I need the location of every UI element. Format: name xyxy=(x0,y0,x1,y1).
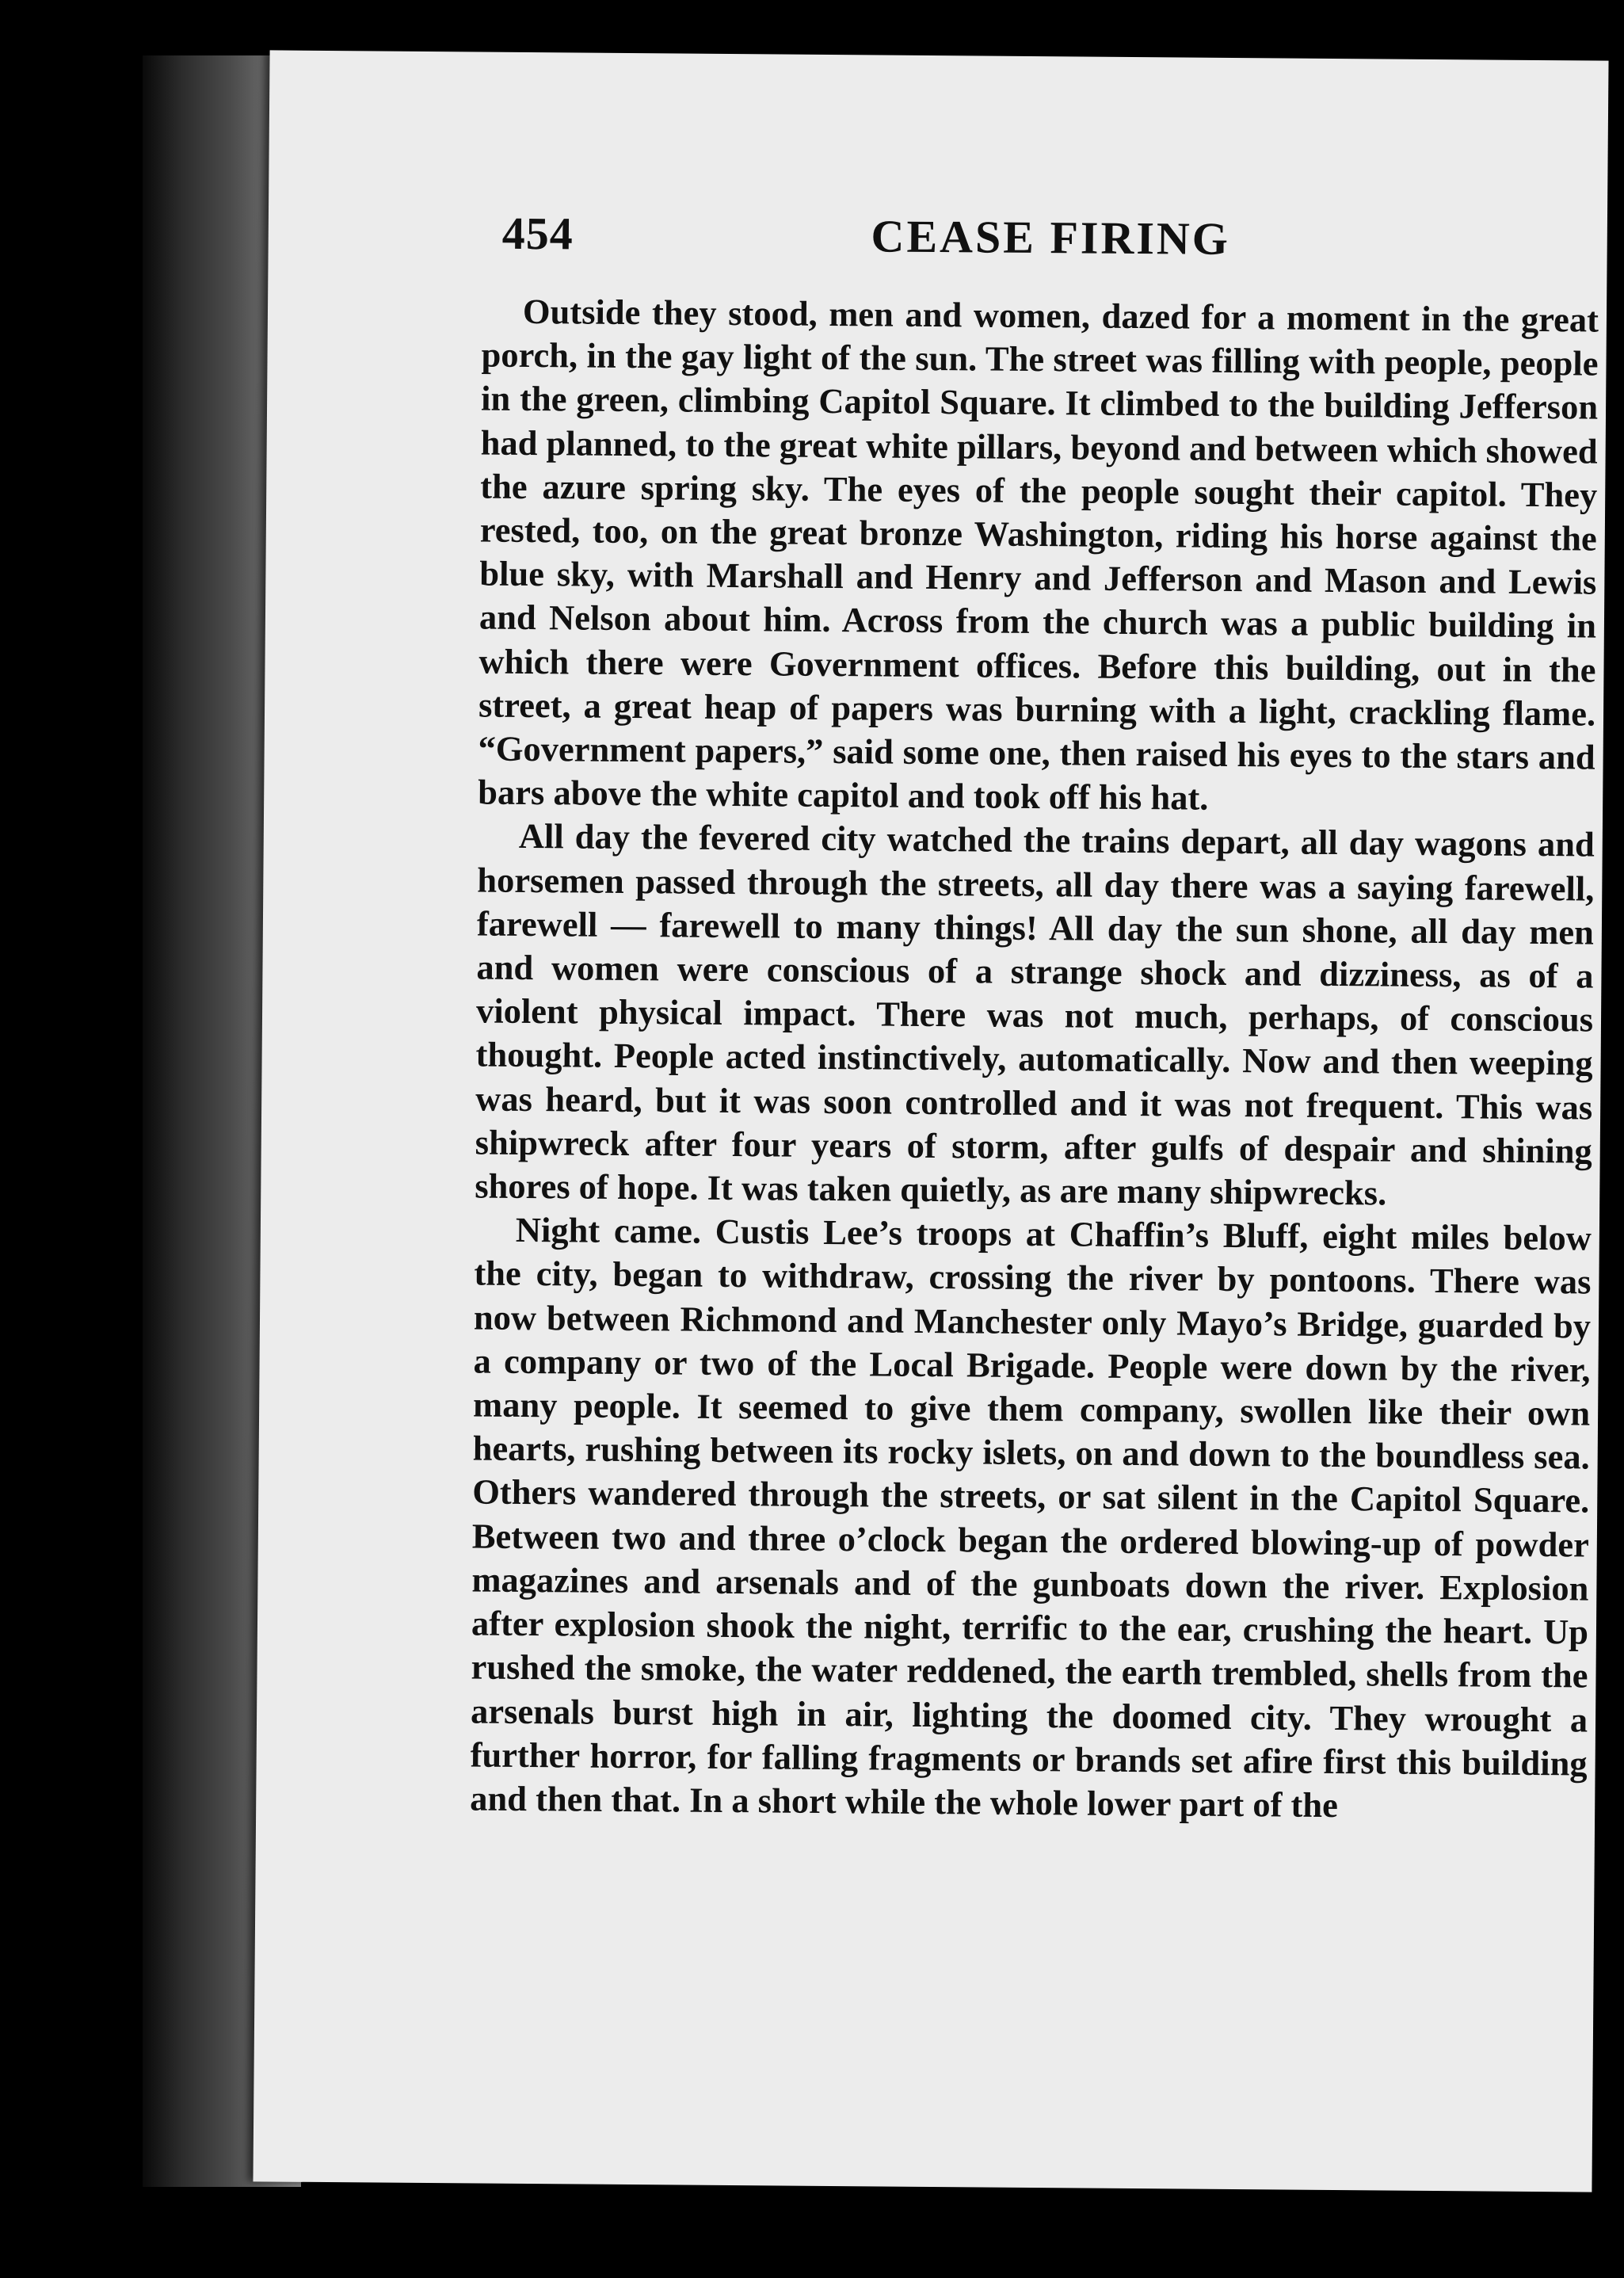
paragraph-1: Outside they stood, men and women, dazed for a moment in the great porch, in the gay light of the sun. The street was filling with people, people in the green, climbing Capitol Square. It climbed to the building Jefferson had planned, to the great white pillars, beyond and between which showed the azure spring sky. The eyes of the people sought their capitol. They rested, too, on the great bronze Washington, riding his horse against the blue sky, with Marshall and Henry and Jefferson and Mason and Lewis and Nelson about him. Across from the church was a public building in which there were Government offices. Before this building, out in the street, a great heap of papers was burning with a light, crackling flame. “Government papers,” said some one, then raised his eyes to the stars and bars above the white capitol and took off his hat. xyxy=(478,291,1599,818)
page-number: 454 xyxy=(501,207,574,260)
running-title: CEASE FIRING xyxy=(871,210,1231,265)
paragraph-2: All day the fevered city watched the trains depart, all day wagons and horsemen passed through the streets, all day there was a saying farewell, farewell — farewell to many things! All day the sun shone, all day men and women were conscious of a strange shock and dizziness, as of a violent physical impact. There was not much, perhaps, of conscious thought. People acted instinctively, automatically. Now and then weeping was heard, but it was soon controlled and it was not frequent. This was shipwreck after four years of storm, after gulfs of despair and shining shores of hope. It was taken quietly, as are many shipwrecks. xyxy=(475,816,1595,1213)
book-page xyxy=(253,50,1608,2192)
page-header xyxy=(501,207,1599,287)
paragraph-3: Night came. Custis Lee’s troops at Chaffin’s Bluff, eight miles below the city, began to withdraw, crossing the river by pontoons. There was now between Richmond and Manchester only Mayo’s Bridge, guarded by a company or two of the Local Brigade. People were down by the river, many people. It seemed to give them company, swollen like their own hearts, rushing between its rocky islets, on and down to the boundless sea. Others wandered through the streets, or sat silent in the Capitol Square. Between two and three o’clock began the ordered blowing-up of powder magazines and arsenals and of the gunboats down the river. Explosion after explosion shook the night, terrific to the ear, crushing the heart. Up rushed the smoke, the water reddened, the earth trembled, shells from the arsenals burst high in air, lighting the doomed city. They wrought a further horror, for falling fragments or brands set afire first this building and then that. In a short while the whole lower part of the xyxy=(470,1210,1592,1825)
body-text xyxy=(470,290,1599,1830)
